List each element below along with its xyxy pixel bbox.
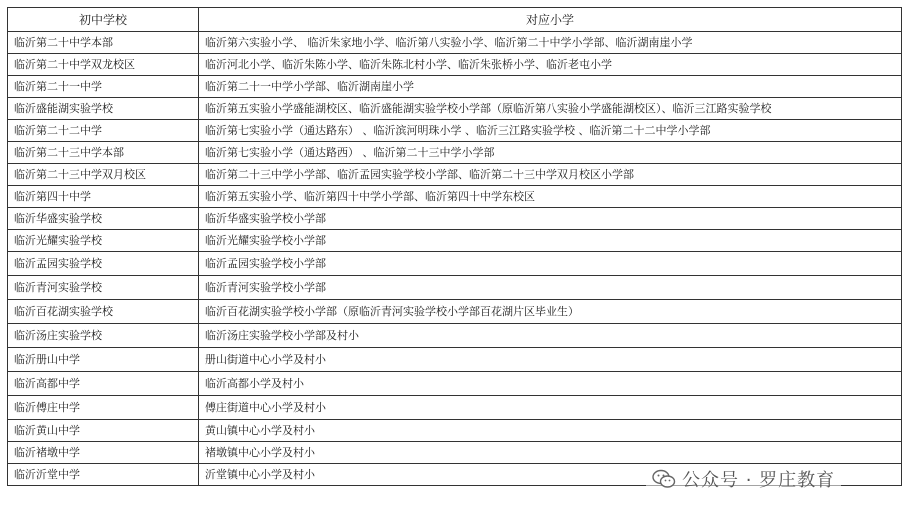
table-row bbox=[8, 324, 902, 348]
middle-school-cell: 临沂褚墩中学 bbox=[8, 442, 199, 464]
table-row bbox=[8, 420, 902, 442]
primary-school-cell: 临沂百花湖实验学校小学部（原临沂青河实验学校小学部百花湖片区毕业生） bbox=[199, 300, 902, 324]
primary-school-cell: 临沂华盛实验学校小学部 bbox=[199, 208, 902, 230]
middle-school-cell: 临沂孟园实验学校 bbox=[8, 252, 199, 276]
middle-school-cell: 临沂第四十中学 bbox=[8, 186, 199, 208]
watermark-text: 公众号 · 罗庄教育 bbox=[682, 470, 836, 491]
table-row bbox=[8, 276, 902, 300]
table-row bbox=[8, 120, 902, 142]
table-row bbox=[8, 396, 902, 420]
middle-school-cell: 临沂第二十三中学本部 bbox=[8, 142, 199, 164]
middle-school-cell: 临沂第二十中学本部 bbox=[8, 32, 199, 54]
middle-school-cell: 临沂第二十一中学 bbox=[8, 76, 199, 98]
primary-school-cell: 临沂光耀实验学校小学部 bbox=[199, 230, 902, 252]
header-middle-school: 初中学校 bbox=[8, 8, 199, 32]
primary-school-cell: 临沂第六实验小学、 临沂朱家地小学、临沂第八实验小学、临沂第二十中学小学部、临沂湖南崖小学 bbox=[199, 32, 902, 54]
middle-school-cell: 临沂傅庄中学 bbox=[8, 396, 199, 420]
school-mapping-table-container bbox=[7, 7, 901, 486]
middle-school-cell: 临沂第二十二中学 bbox=[8, 120, 199, 142]
wechat-icon bbox=[652, 469, 676, 489]
table-row bbox=[8, 348, 902, 372]
middle-school-cell: 临沂高都中学 bbox=[8, 372, 199, 396]
middle-school-cell: 临沂第二十中学双龙校区 bbox=[8, 54, 199, 76]
middle-school-cell: 临沂黄山中学 bbox=[8, 420, 199, 442]
table-row bbox=[8, 32, 902, 54]
middle-school-cell: 临沂册山中学 bbox=[8, 348, 199, 372]
table-header-row bbox=[8, 8, 902, 32]
middle-school-cell: 临沂沂堂中学 bbox=[8, 464, 199, 486]
middle-school-cell: 临沂第二十三中学双月校区 bbox=[8, 164, 199, 186]
primary-school-cell: 临沂第五实验小学、临沂第四十中学小学部、临沂第四十中学东校区 bbox=[199, 186, 902, 208]
table-row bbox=[8, 98, 902, 120]
header-primary-school: 对应小学 bbox=[199, 8, 902, 32]
table-row bbox=[8, 186, 902, 208]
school-mapping-table bbox=[7, 7, 902, 486]
middle-school-cell: 临沂青河实验学校 bbox=[8, 276, 199, 300]
table-row bbox=[8, 252, 902, 276]
table-row bbox=[8, 300, 902, 324]
primary-school-cell: 黄山镇中心小学及村小 bbox=[199, 420, 902, 442]
primary-school-cell: 沂堂镇中心小学及村小 bbox=[199, 464, 902, 486]
middle-school-cell: 临沂光耀实验学校 bbox=[8, 230, 199, 252]
table-row bbox=[8, 142, 902, 164]
primary-school-cell: 临沂第二十一中学小学部、临沂湖南崖小学 bbox=[199, 76, 902, 98]
primary-school-cell: 临沂河北小学、临沂朱陈小学、临沂朱陈北村小学、临沂朱张桥小学、临沂老屯小学 bbox=[199, 54, 902, 76]
primary-school-cell: 临沂第七实验小学（通达路东） 、临沂滨河明珠小学 、临沂三江路实验学校 、临沂第二十二中学小学部 bbox=[199, 120, 902, 142]
table-row bbox=[8, 208, 902, 230]
middle-school-cell: 临沂华盛实验学校 bbox=[8, 208, 199, 230]
primary-school-cell: 临沂第五实验小学盛能湖校区、临沂盛能湖实验学校小学部（原临沂第八实验小学盛能湖校区）、临沂三江路实验学校 bbox=[199, 98, 902, 120]
table-row bbox=[8, 230, 902, 252]
table-row bbox=[8, 372, 902, 396]
primary-school-cell: 临沂汤庄实验学校小学部及村小 bbox=[199, 324, 902, 348]
middle-school-cell: 临沂盛能湖实验学校 bbox=[8, 98, 199, 120]
middle-school-cell: 临沂百花湖实验学校 bbox=[8, 300, 199, 324]
watermark bbox=[646, 466, 841, 492]
primary-school-cell: 册山街道中心小学及村小 bbox=[199, 348, 902, 372]
table-row bbox=[8, 164, 902, 186]
table-row bbox=[8, 442, 902, 464]
primary-school-cell: 临沂青河实验学校小学部 bbox=[199, 276, 902, 300]
primary-school-cell: 临沂孟园实验学校小学部 bbox=[199, 252, 902, 276]
table-row bbox=[8, 54, 902, 76]
primary-school-cell: 褚墩镇中心小学及村小 bbox=[199, 442, 902, 464]
table-row bbox=[8, 76, 902, 98]
primary-school-cell: 傅庄街道中心小学及村小 bbox=[199, 396, 902, 420]
primary-school-cell: 临沂高都小学及村小 bbox=[199, 372, 902, 396]
middle-school-cell: 临沂汤庄实验学校 bbox=[8, 324, 199, 348]
primary-school-cell: 临沂第七实验小学（通达路西） 、临沂第二十三中学小学部 bbox=[199, 142, 902, 164]
primary-school-cell: 临沂第二十三中学小学部、临沂孟园实验学校小学部、临沂第二十三中学双月校区小学部 bbox=[199, 164, 902, 186]
